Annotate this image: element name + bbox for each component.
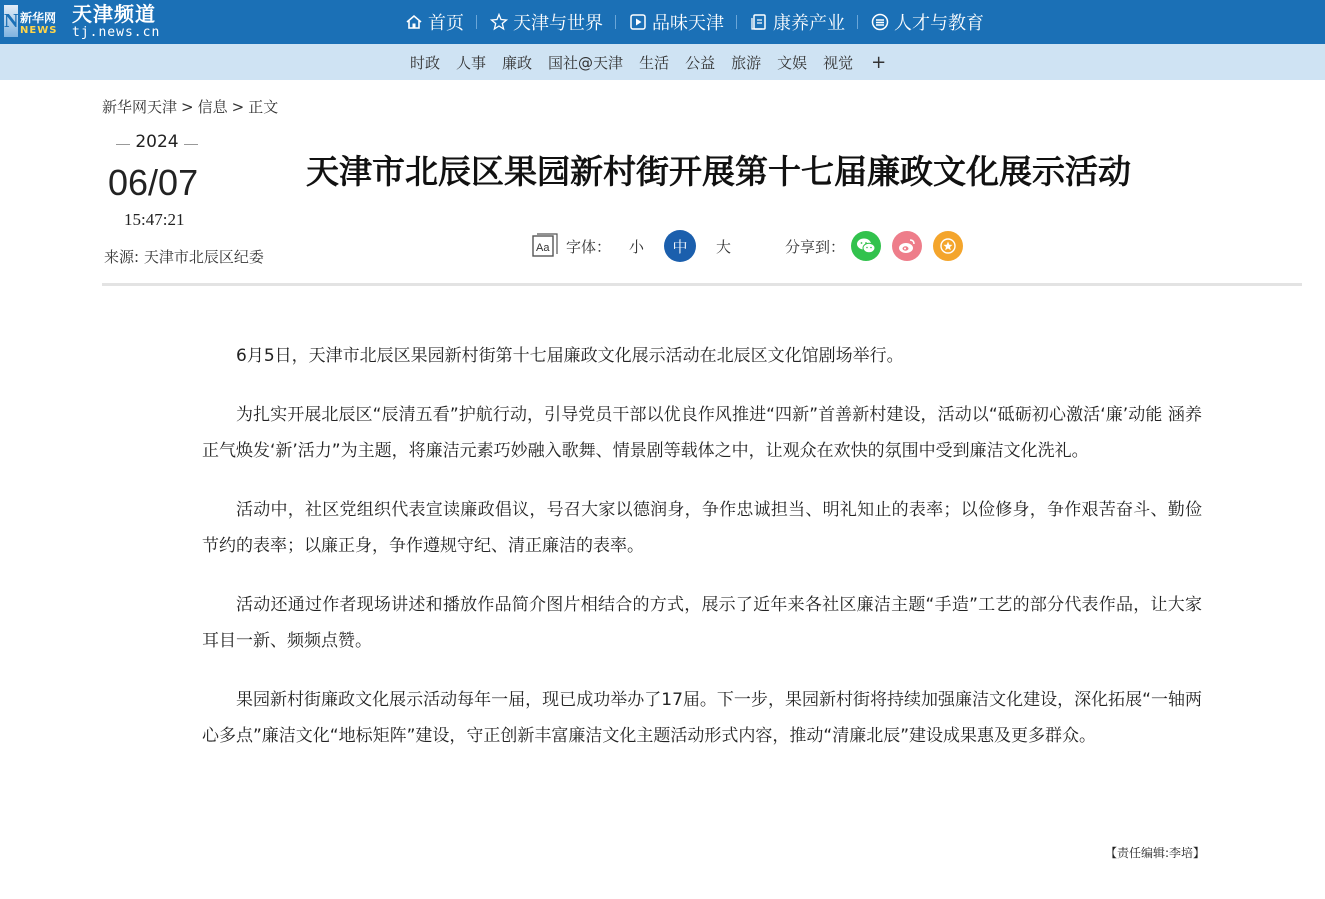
subnav-item-travel[interactable]: 旅游 — [731, 53, 762, 72]
xinhua-logo-badge — [2, 3, 66, 39]
sub-nav — [0, 44, 1325, 80]
subnav-item-visual[interactable]: 视觉 — [823, 53, 854, 72]
article-paragraph: 活动还通过作者现场讲述和播放作品简介图片相结合的方式，展示了近年来各社区廉洁主题“手造”工艺的部分代表作品，让大家耳目一新、频频点赞。 — [202, 595, 1202, 651]
logo-badge-en: NEWS — [20, 25, 58, 36]
nav-item-label: 品味天津 — [652, 13, 724, 34]
responsible-editor: 【责任编辑:李培】 — [1105, 846, 1206, 860]
nav-item-label: 天津与世界 — [513, 13, 603, 34]
article-source: 来源: 天津市北辰区纪委 — [104, 248, 264, 266]
subnav-item-charity[interactable]: 公益 — [685, 53, 716, 72]
stack-icon — [870, 12, 890, 32]
nav-item-talent-education[interactable] — [864, 0, 990, 44]
subnav-item-politics[interactable]: 时政 — [410, 53, 441, 72]
weibo-icon — [897, 237, 917, 255]
article-paragraph: 为扎实开展北辰区“辰清五看”护航行动，引导党员干部以优良作风推进“四新”首善新村建设，活动以“砥砺初心激活‘廉’动能 涵养正气焕发‘新’活力”为主题，将廉洁元素巧妙融入歌舞、情景剧等载体之中，让观众在欢快的氛围中受到廉洁文化洗礼。 — [202, 405, 1202, 461]
share-favorite-button[interactable] — [933, 231, 963, 261]
nav-item-health-industry[interactable] — [743, 0, 851, 44]
main-nav — [398, 0, 990, 44]
header-divider — [102, 283, 1302, 286]
publish-year: 2024 — [116, 132, 198, 152]
channel-domain: tj.news.cn — [72, 25, 161, 40]
breadcrumb-item-current: 正文 — [248, 98, 279, 116]
nav-item-label: 康养产业 — [773, 13, 845, 34]
article-tools — [532, 229, 963, 263]
subnav-more-button[interactable]: + — [871, 51, 887, 73]
publish-date: 06/07 — [108, 162, 199, 203]
breadcrumb — [102, 96, 278, 117]
wechat-icon — [856, 237, 876, 255]
article-paragraph: 活动中，社区党组织代表宣读廉政倡议，号召大家以德润身，争作忠诚担当、明礼知止的表率；以俭修身，争作艰苦奋斗、勤俭节约的表率；以廉正身，争作遵规守纪、清正廉洁的表率。 — [202, 500, 1202, 556]
document-icon — [749, 12, 769, 32]
subnav-item-entertainment[interactable]: 文娱 — [777, 53, 808, 72]
nav-separator — [736, 15, 737, 29]
nav-item-tianjin-world[interactable] — [483, 0, 609, 44]
article-title: 天津市北辰区果园新村街开展第十七届廉政文化展示活动 — [306, 152, 1131, 191]
nav-separator — [857, 15, 858, 29]
subnav-item-personnel[interactable]: 人事 — [456, 53, 487, 72]
breadcrumb-item-home[interactable]: 新华网天津 — [102, 98, 178, 116]
subnav-item-integrity[interactable]: 廉政 — [502, 53, 533, 72]
breadcrumb-separator: > — [231, 98, 245, 116]
subnav-item-life[interactable]: 生活 — [639, 53, 670, 72]
subnav-item-xinhua-tianjin[interactable]: 国社@天津 — [548, 53, 624, 72]
home-icon — [404, 12, 424, 32]
breadcrumb-item-info[interactable]: 信息 — [197, 98, 228, 116]
share-label: 分享到： — [785, 237, 846, 256]
nav-item-home[interactable] — [398, 0, 470, 44]
logo-n-mark: N — [4, 5, 18, 37]
share-wechat-button[interactable] — [851, 231, 881, 261]
font-size-small-button[interactable]: 小 — [629, 237, 645, 256]
font-size-label: 字体： — [566, 237, 612, 256]
breadcrumb-separator: > — [181, 98, 194, 116]
nav-item-label: 首页 — [428, 13, 464, 34]
nav-separator — [476, 15, 477, 29]
article-paragraph: 6月5日，天津市北辰区果园新村街第十七届廉政文化展示活动在北辰区文化馆剧场举行。 — [236, 346, 904, 366]
share-weibo-button[interactable] — [892, 231, 922, 261]
svg-text:Aa: Aa — [536, 242, 550, 254]
font-size-medium-button[interactable]: 中 — [664, 230, 696, 262]
logo-text — [72, 2, 160, 40]
publish-time: 15:47:21 — [124, 210, 185, 229]
article-paragraph: 果园新村街廉政文化展示活动每年一届，现已成功举办了17届。下一步，果园新村街将持续加强廉洁文化建设，深化拓展“一轴两心多点”廉洁文化“地标矩阵”建设，守正创新丰富廉洁文化主题活动形式内容，推动“清廉北辰”建设成果惠及更多群众。 — [202, 690, 1202, 746]
font-size-large-button[interactable]: 大 — [716, 237, 732, 256]
star-icon — [939, 237, 957, 255]
channel-name: 天津频道 — [72, 2, 156, 26]
globe-icon — [489, 12, 509, 32]
nav-separator — [615, 15, 616, 29]
play-icon — [628, 12, 648, 32]
logo-badge-cn: 新华网 — [20, 11, 57, 25]
site-logo[interactable] — [0, 0, 170, 44]
top-bar — [0, 0, 1325, 44]
article-body — [202, 338, 1202, 777]
nav-item-label: 人才与教育 — [894, 13, 984, 34]
font-size-icon — [532, 233, 558, 259]
nav-item-taste-tianjin[interactable] — [622, 0, 730, 44]
